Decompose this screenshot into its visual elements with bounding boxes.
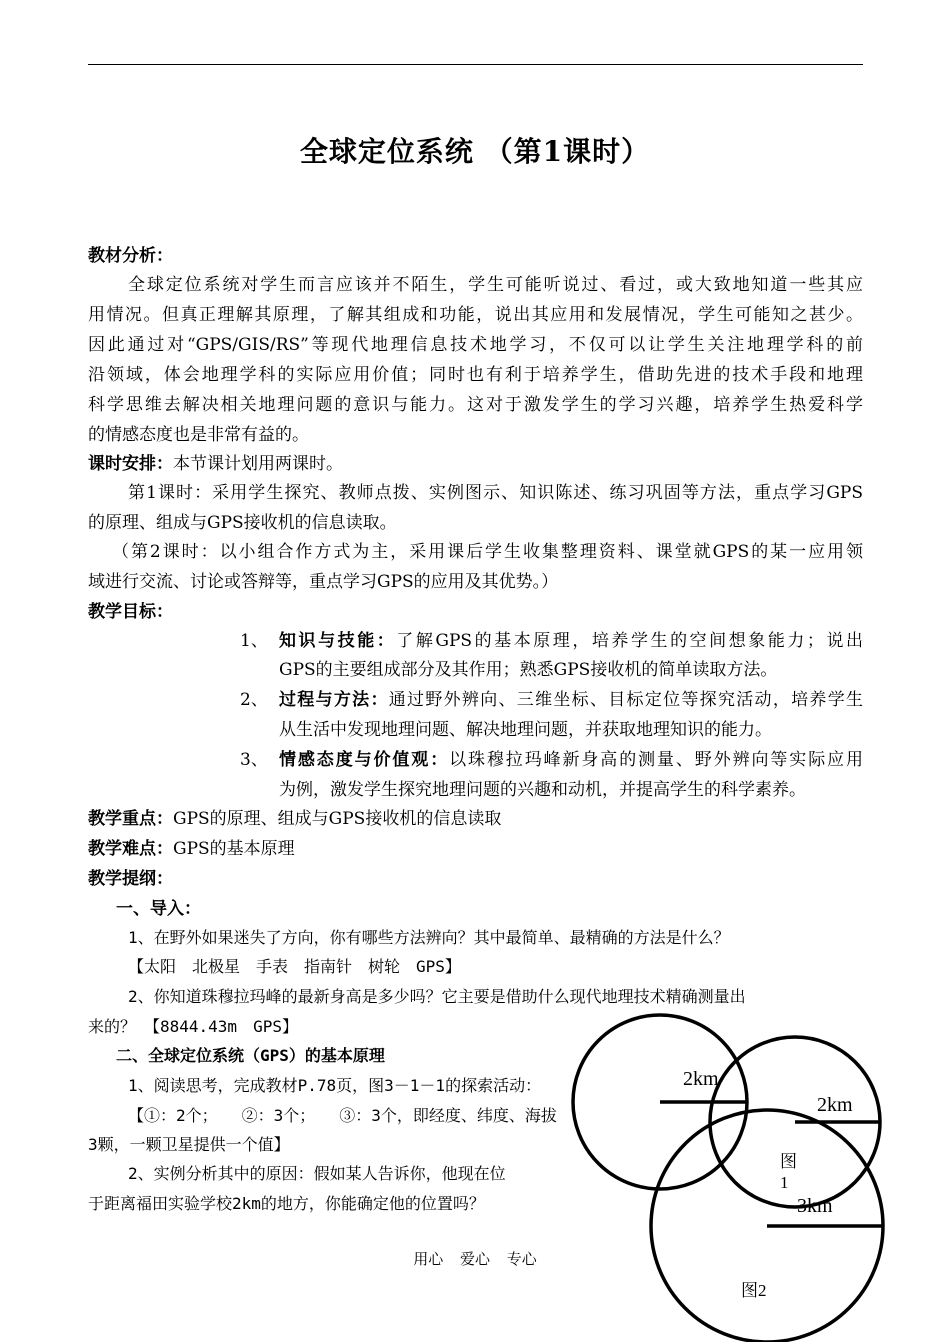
goal-line <box>279 749 863 771</box>
figure-1-label: 1 <box>780 1173 789 1192</box>
analysis-line: 全球定位系统对学生而言应该并不陌生，学生可能听说过、看过，或大致地知道一些其应 <box>128 275 863 295</box>
footer-text: 专心 <box>506 1250 537 1268</box>
focus-row <box>88 808 501 830</box>
goals-heading: 教学目标： <box>88 602 173 622</box>
outline-line: 【①：2个； ②：3个； ③：3个，即经度、纬度、海拔 <box>128 1106 557 1125</box>
footer-text: 用心 <box>413 1250 444 1268</box>
outline-line: 2、实例分析其中的原因：假如某人告诉你，他现在位 <box>128 1164 506 1183</box>
figure-1-label: 图 <box>780 1152 797 1171</box>
outline-answer: 【太阳 北极星 手表 指南针 树轮 GPS】 <box>128 957 461 976</box>
outline-line: 3颗，一颗卫星提供一个值】 <box>88 1135 290 1154</box>
goal-line <box>279 630 863 652</box>
analysis-line: 用情况。但真正理解其原理，了解其组成和功能，说出其应用和发展情况，学生可能知之甚少。 <box>88 305 863 325</box>
goal-label: 情感态度与价值观： <box>279 750 450 770</box>
radius-label: 2km <box>683 1068 719 1090</box>
goal-line <box>279 689 863 711</box>
schedule-heading: 课时安排： <box>88 454 173 474</box>
goal-label: 过程与方法： <box>279 690 389 710</box>
focus-text: GPS的原理、组成与GPS接收机的信息读取 <box>173 809 502 829</box>
goal-number: 1、 <box>240 631 268 651</box>
page-footer <box>0 1248 950 1269</box>
difficulty-row <box>88 838 295 860</box>
schedule-line: 的原理、组成与GPS接收机的信息读取。 <box>88 513 397 533</box>
outline-answer: 来的？ 【8844.43m GPS】 <box>88 1017 298 1036</box>
schedule-line: （第2课时：以小组合作方式为主，采用课后学生收集整理资料、课堂就GPS的某一应用领 <box>112 542 863 562</box>
difficulty-text: GPS的基本原理 <box>173 839 295 859</box>
goal-text: 以珠穆拉玛峰新身高的测量、野外辨向等实际应用 <box>449 750 864 770</box>
outline-question: 2、你知道珠穆拉玛峰的最新身高是多少吗？它主要是借助什么现代地理技术精确测量出 <box>128 987 746 1006</box>
outline-question: 1、在野外如果迷失了方向，你有哪些方法辨向？其中最简单、最精确的方法是什么？ <box>128 928 730 947</box>
goal-label: 知识与技能： <box>279 631 397 651</box>
figure-2-label: 图2 <box>741 1281 767 1300</box>
header-rule <box>88 64 863 65</box>
analysis-line: 的情感态度也是非常有益的。 <box>88 425 309 445</box>
goal-text: 通过野外辨向、三维坐标、目标定位等探究活动，培养学生 <box>388 690 864 710</box>
goal-number: 3、 <box>240 750 268 770</box>
goal-line: 为例，激发学生探究地理问题的兴趣和动机，并提高学生的科学素养。 <box>279 780 806 800</box>
circle-3km <box>651 1110 883 1342</box>
schedule-text: 本节课计划用两课时。 <box>173 454 343 474</box>
analysis-line: 因此通过对“GPS/GIS/RS”等现代地理信息技术地学习，不仅可以让学生关注地理学科的前 <box>88 335 863 355</box>
goal-line: 从生活中发现地理问题、解决地理问题，并获取地理知识的能力。 <box>279 720 772 740</box>
schedule-line: 第1课时：采用学生探究、教师点拨、实例图示、知识陈述、练习巩固等方法，重点学习GPS <box>128 483 863 503</box>
goal-number: 2、 <box>240 690 268 710</box>
analysis-line: 沿领域，体会地理学科的实际应用价值；同时也有利于培养学生，借助先进的技术手段和地理 <box>88 365 863 385</box>
radius-label: 3km <box>797 1195 833 1217</box>
circle-2km-b <box>710 1037 880 1207</box>
radius-label: 2km <box>817 1094 853 1116</box>
section2-heading: 二、全球定位系统（GPS）的基本原理 <box>116 1046 385 1065</box>
outline-line: 1、阅读思考，完成教材P.78页，图3－1－1的探索活动： <box>128 1076 542 1095</box>
footer-text: 爱心 <box>459 1250 490 1268</box>
outline-line: 于距离福田实验学校2km的地方，你能确定他的位置吗？ <box>88 1194 485 1213</box>
intro-heading: 一、导入： <box>116 899 201 919</box>
page-title: 全球定位系统 （第1课时） <box>299 135 651 168</box>
schedule-row <box>88 453 343 475</box>
goal-text: 了解GPS的基本原理，培养学生的空间想象能力；说出 <box>396 631 864 651</box>
analysis-heading: 教材分析： <box>88 246 173 266</box>
goal-line: GPS的主要组成部分及其作用；熟悉GPS接收机的简单读取方法。 <box>279 660 778 680</box>
focus-heading: 教学重点： <box>88 809 173 829</box>
schedule-line: 域进行交流、讨论或答辩等，重点学习GPS的应用及其优势。） <box>88 572 559 592</box>
outline-heading: 教学提纲： <box>88 869 173 889</box>
circle-2km-a <box>573 1015 747 1189</box>
analysis-line: 科学思维去解决相关地理问题的意识与能力。这对于激发学生的学习兴趣，培养学生热爱科学 <box>88 395 863 415</box>
difficulty-heading: 教学难点： <box>88 839 173 859</box>
